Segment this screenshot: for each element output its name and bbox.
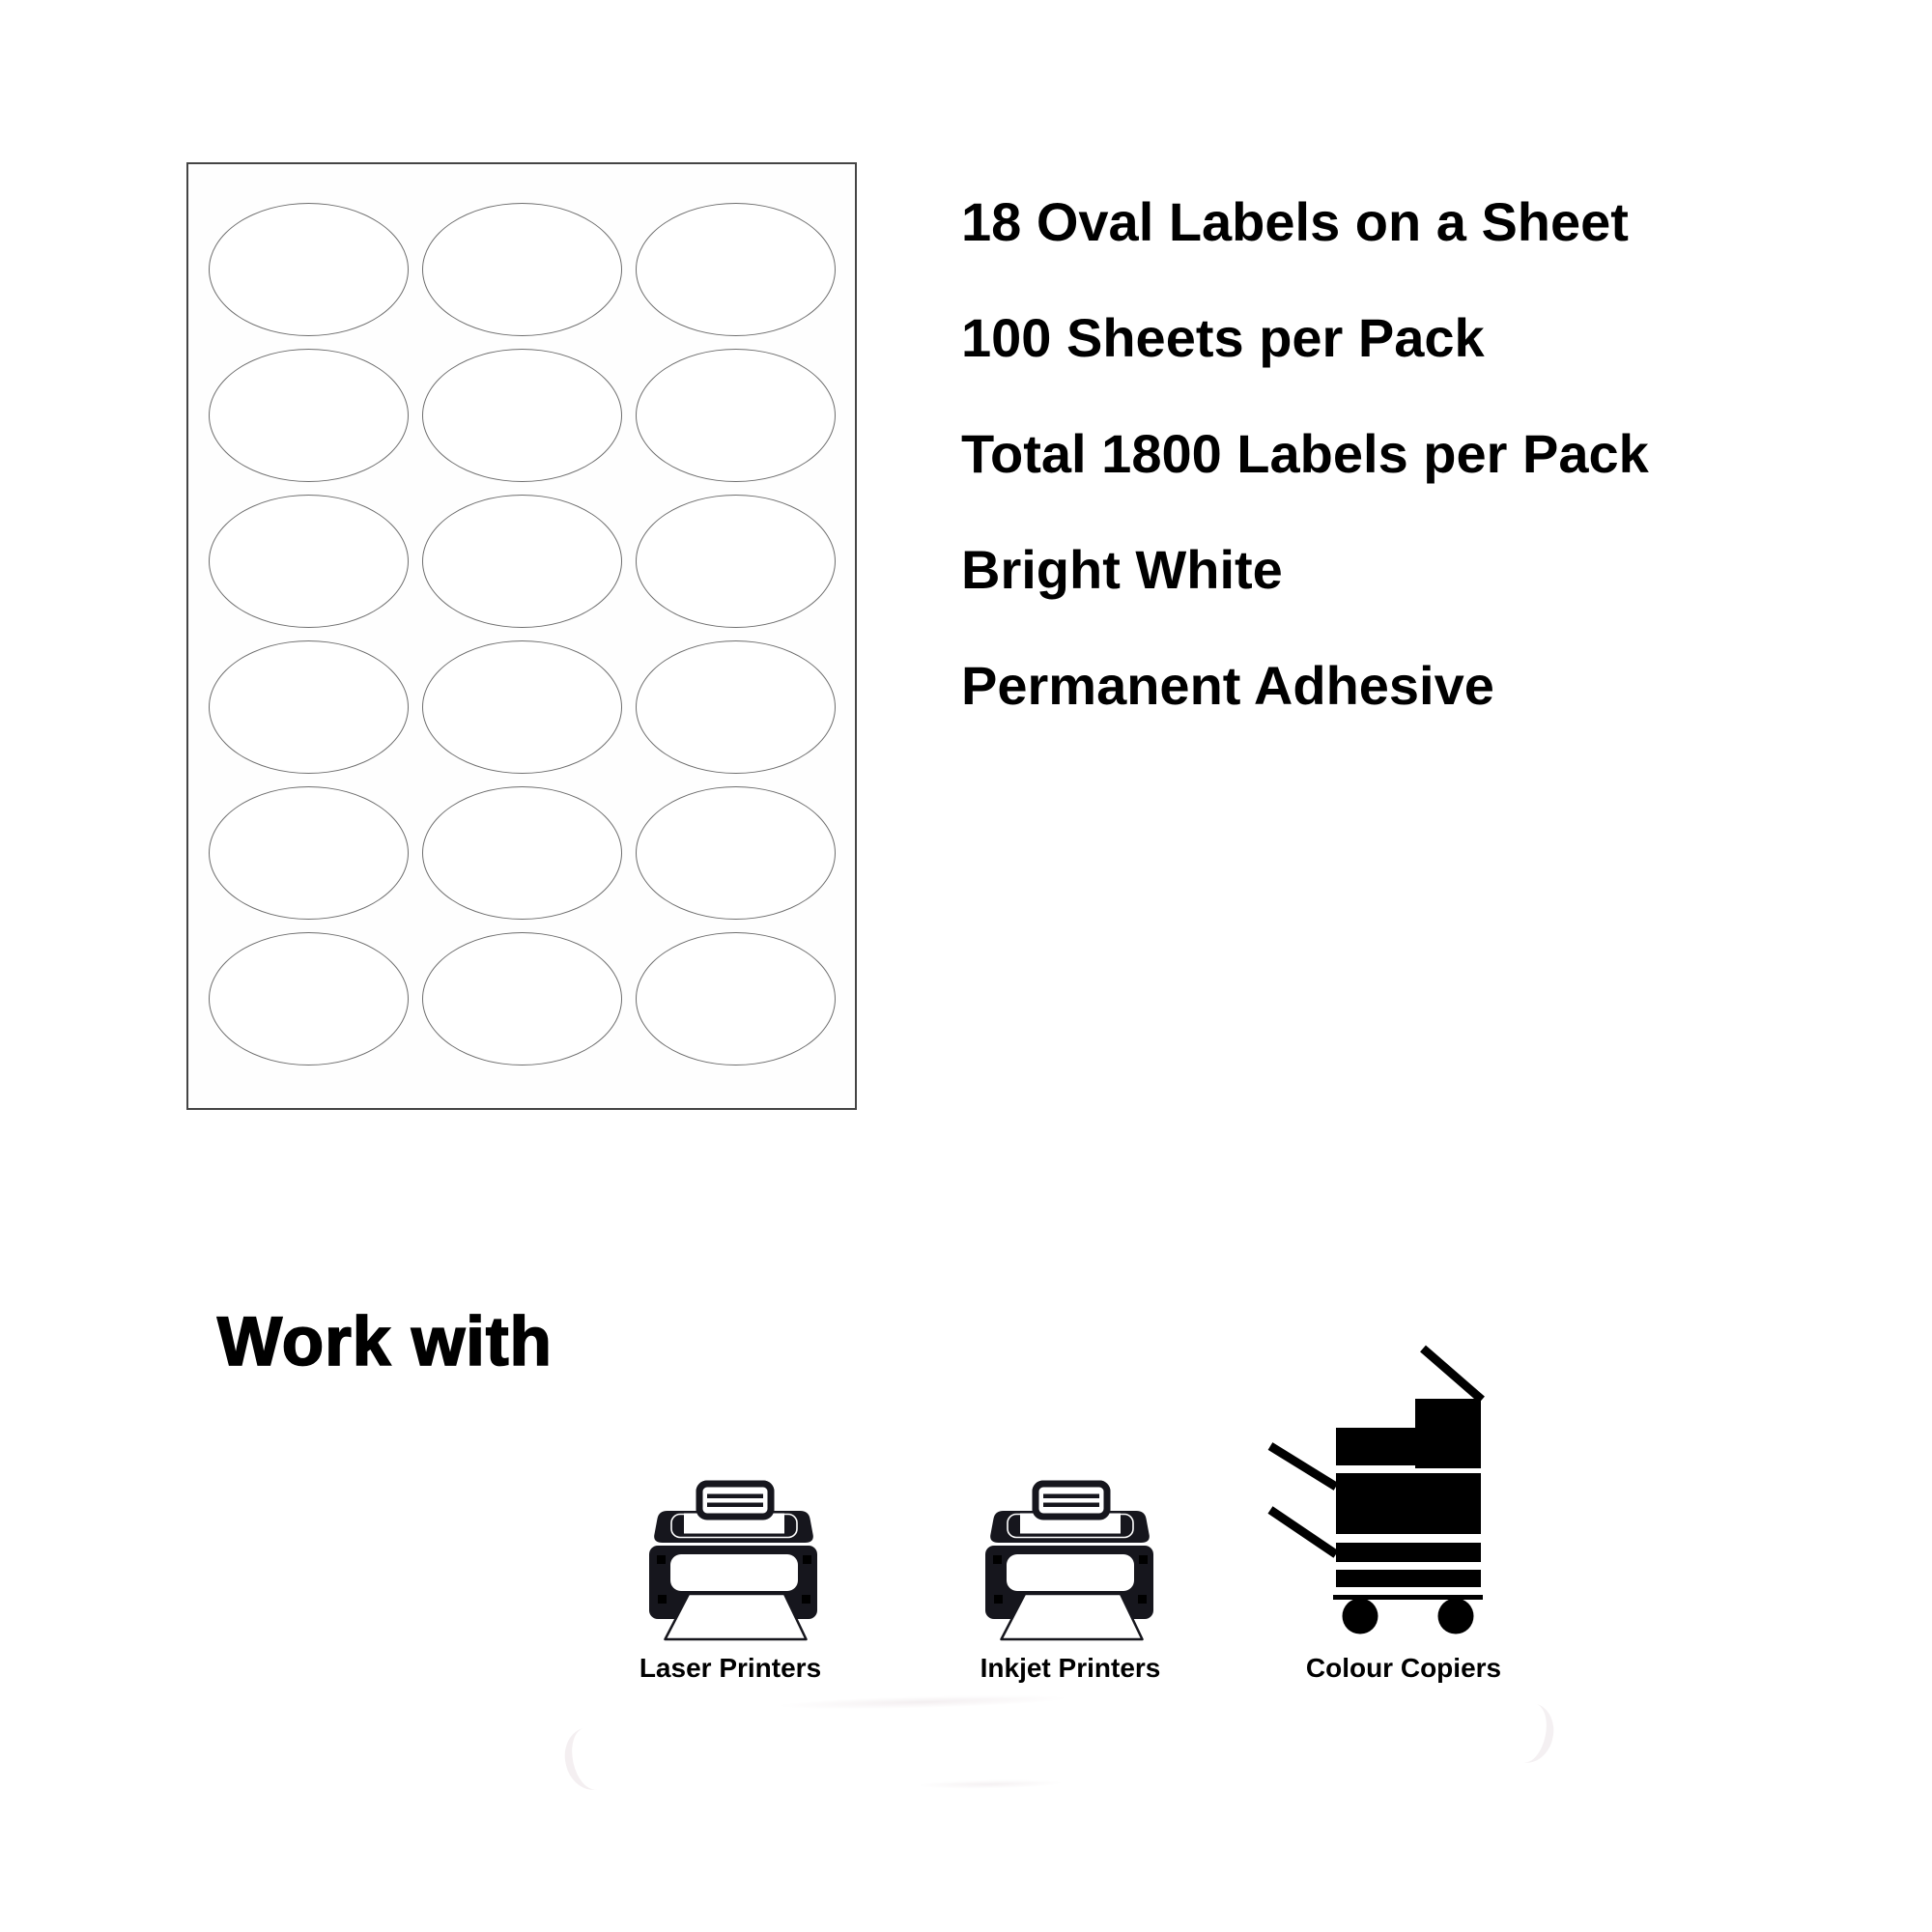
feature-sheets-per-pack: 100 Sheets per Pack (961, 306, 1485, 368)
label-sheet (186, 162, 857, 1110)
laser-printers-label: Laser Printers (639, 1653, 822, 1683)
oval-label (636, 932, 836, 1065)
oval-label (422, 349, 622, 482)
feature-list (961, 163, 1753, 743)
oval-label (636, 640, 836, 774)
feature-total-labels: Total 1800 Labels per Pack (961, 422, 1649, 484)
inkjet-printers-label: Inkjet Printers (980, 1653, 1161, 1683)
oval-label (209, 349, 409, 482)
faint-smudge (559, 1722, 622, 1795)
feature-adhesive: Permanent Adhesive (961, 654, 1494, 716)
oval-label (209, 495, 409, 628)
colour-copiers-label: Colour Copiers (1305, 1653, 1502, 1683)
faint-smudge (894, 1776, 1087, 1791)
colour-copier-icon (1265, 1343, 1488, 1637)
feature-labels-per-sheet: 18 Oval Labels on a Sheet (961, 190, 1629, 252)
oval-label (209, 203, 409, 336)
oval-label (636, 349, 836, 482)
oval-label (209, 786, 409, 920)
oval-label (422, 932, 622, 1065)
oval-label (422, 786, 622, 920)
oval-label (209, 640, 409, 774)
oval-label (422, 495, 622, 628)
faint-smudge (729, 1690, 1116, 1715)
inkjet-printer-icon (964, 1468, 1177, 1652)
oval-label (636, 495, 836, 628)
oval-label (209, 932, 409, 1065)
faint-smudge (1499, 1698, 1559, 1767)
oval-label (422, 640, 622, 774)
oval-label (636, 203, 836, 336)
work-with-heading: Work with (217, 1304, 553, 1380)
oval-label (422, 203, 622, 336)
laser-printer-icon (628, 1468, 840, 1652)
oval-label (636, 786, 836, 920)
feature-colour: Bright White (961, 538, 1283, 600)
